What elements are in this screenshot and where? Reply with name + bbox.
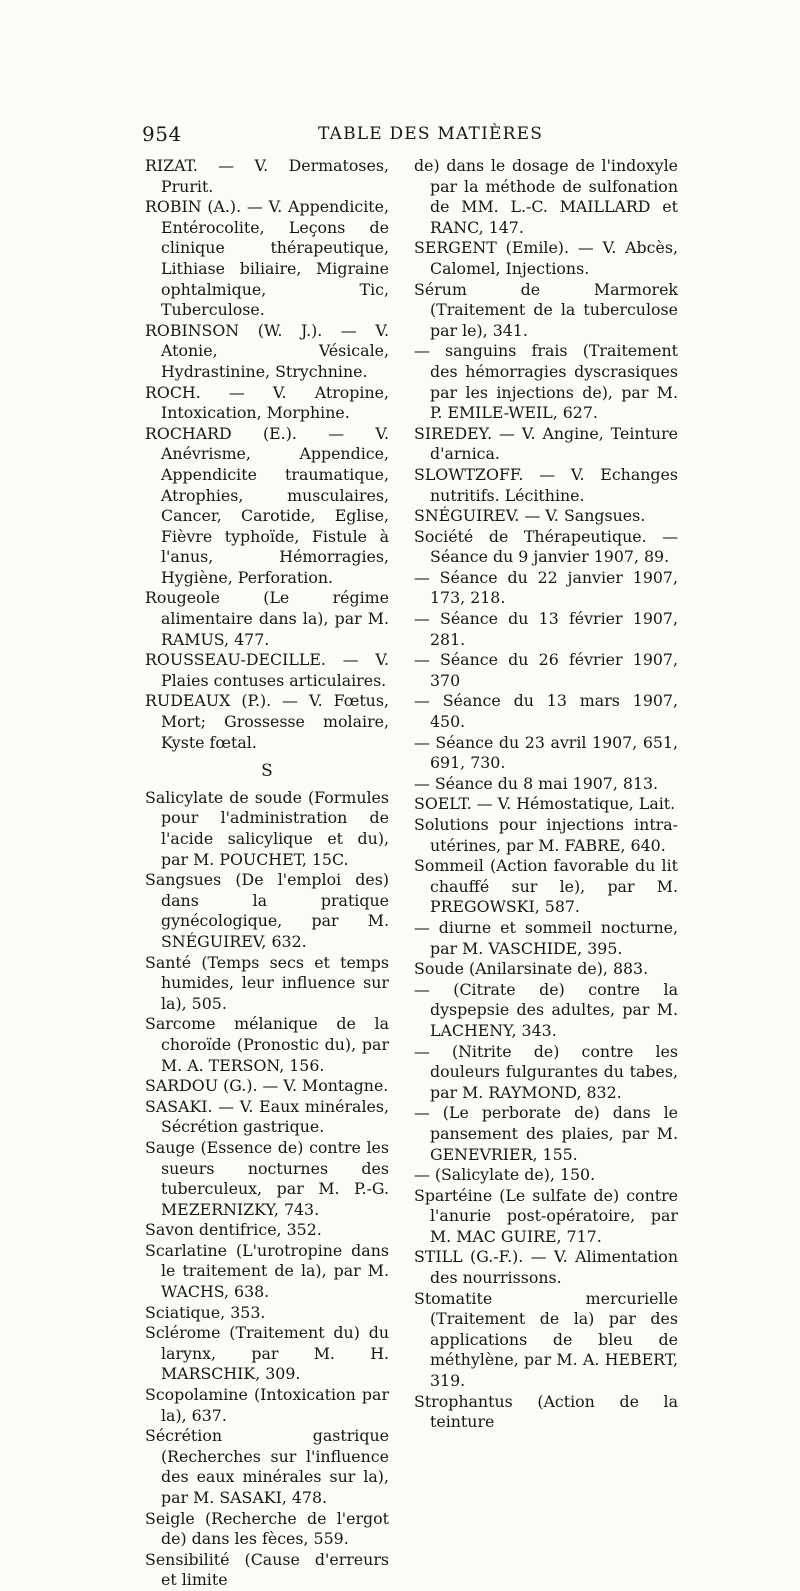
index-entry-text: — Séance du 8 mai 1907, 813. [414,773,659,793]
index-entry [145,1323,389,1385]
index-entry [145,1303,389,1324]
index-entry [145,870,389,952]
index-entry [414,959,678,980]
index-entry-text: — Séance du 23 avril 1907, 651, 691, 730. [414,732,678,773]
index-entry [414,465,678,506]
index-entry-text: Sangsues (De l'emploi des) dans la pratique gynécologique, par M. SNÉGUIREV, 632. [145,870,389,951]
index-entry-text: — (Nitrite de) contre les douleurs fulgurantes du tabes, par M. RAYMOND, 832. [414,1041,678,1102]
index-entry-text: Sarcome mélanique de la choroïde (Pronostic du), par M. A. TERSON, 156. [145,1014,389,1075]
left-entries-before [145,156,389,753]
index-entry-text: SASAKI. — V. Eaux minérales, Sécrétion gastrique. [145,1096,389,1137]
index-entry [414,238,678,279]
index-entry-text: Spartéine (Le sulfate de) contre l'anurie post-opératoire, par M. MAC GUIRE, 717. [414,1185,678,1246]
index-entry [145,1385,389,1426]
index-entry-text: Salicylate de soude (Formules pour l'administration de l'acide salicylique et du), par M. POUCHET, 15C. [145,787,389,869]
index-entry-text: Stomatite mercurielle (Traitement de la) par des applications de bleu de méthylène, par M. A. HEBERT, 319. [414,1288,678,1391]
index-entry-text: Sciatique, 353. [145,1302,266,1322]
running-head: TABLE DES MATIÈRES [318,124,544,144]
index-entry [145,197,389,321]
index-entry-text: SNÉGUIREV. — V. Sangsues. [414,506,646,526]
index-entry [145,321,389,383]
index-entry [414,1165,678,1186]
index-entry [414,691,678,732]
index-entry-text: SLOWTZOFF. — V. Echanges nutritifs. Lécithine. [414,464,678,505]
index-entry [414,733,678,774]
index-entry [145,788,389,870]
index-entry-text: de) dans le dosage de l'indoxyle par la méthode de sulfonation de MM. L.-C. MAILLARD et RANC, 147. [414,156,678,237]
index-entry-text: SOELT. — V. Hémostatique, Lait. [414,794,676,814]
index-entry [414,156,678,238]
index-entry [414,815,678,856]
index-entry [145,953,389,1015]
index-entry [414,506,678,527]
index-entry-text: — (Citrate de) contre la dyspepsie des adultes, par M. LACHENY, 343. [414,979,678,1040]
index-entry-text: — Séance du 13 mars 1907, 450. [414,691,678,732]
index-entry [145,1014,389,1076]
index-entry [145,1550,389,1591]
index-entry [414,774,678,795]
index-entry-text: — sanguins frais (Traitement des hémorragies dyscrasiques par les injections de), par M. P. EMILE-WEIL, 627. [414,341,678,423]
index-entry [414,1103,678,1165]
index-entry [145,1097,389,1138]
index-entry [145,156,389,197]
index-entry [145,650,389,691]
index-entry-text: — Séance du 13 février 1907, 281. [414,609,678,649]
index-entry-text: STILL (G.-F.). — V. Alimentation des nourrissons. [414,1247,678,1288]
index-entry [145,1241,389,1303]
index-entry-text: Sommeil (Action favorable du lit chauffé sur le), par M. PREGOWSKI, 587. [414,856,678,917]
index-entry [414,980,678,1042]
index-entry-text: — (Le perborate de) dans le pansement des plaies, par M. GENEVRIER, 155. [414,1103,678,1164]
index-entry-text: ROUSSEAU-DECILLE. — V. Plaies contuses articulaires. [145,650,389,690]
index-entry [414,341,678,423]
index-entry-text: ROBIN (A.). — V. Appendicite, Entérocolite, Leçons de clinique thérapeutique, Lithiase biliaire, Migraine ophtalmique, Tic, Tuberculose. [145,197,389,320]
index-entry-text: — (Salicylate de), 150. [414,1165,596,1185]
index-entry-text: Sclérome (Traitement du) du larynx, par M. H. MARSCHIK, 309. [145,1323,389,1384]
index-entry-text: ROCH. — V. Atropine, Intoxication, Morphine. [145,382,389,423]
index-entry-text: Rougeole (Le régime alimentaire dans la), par M. RAMUS, 477. [145,588,389,649]
index-entry [414,527,678,568]
index-entry-text: RIZAT. — V. Dermatoses, Prurit. [145,156,389,196]
index-entry-text: RUDEAUX (P.). — V. Fœtus, Mort; Grossesse molaire, Kyste fœtal. [145,691,389,752]
index-entry-text: Sérum de Marmorek (Traitement de la tuberculose par le), 341. [414,279,678,340]
left-column [145,156,389,1591]
index-entry [145,383,389,424]
index-entry [145,691,389,753]
index-entry-text: — diurne et sommeil nocturne, par M. VASCHIDE, 395. [414,917,678,958]
index-entry [414,1042,678,1104]
index-entry-text: Savon dentifrice, 352. [145,1220,322,1240]
index-entry [414,568,678,609]
index-entry [145,1509,389,1550]
index-entry-text: SIREDEY. — V. Angine, Teinture d'arnica. [414,423,678,464]
index-entry-text: Sauge (Essence de) contre les sueurs nocturnes des tuberculeux, par M. P.-G. MEZERNIZKY, 743. [145,1137,389,1219]
index-entry [145,1138,389,1220]
index-entry [145,1220,389,1241]
index-entry [145,1076,389,1097]
index-entry-text: Solutions pour injections intra-utérines, par M. FABRE, 640. [414,815,678,855]
page-number: 954 [142,122,182,146]
index-entry-text: Scarlatine (L'urotropine dans le traitement de la), par M. WACHS, 638. [145,1240,389,1302]
index-entry [414,609,678,650]
index-entry [414,424,678,465]
index-entry-text: Sécrétion gastrique (Recherches sur l'influence des eaux minérales sur la), par M. SASAKI, 478. [145,1426,389,1507]
index-entry-text: Seigle (Recherche de l'ergot de) dans les fèces, 559. [145,1508,389,1549]
index-entry [414,650,678,691]
index-entry-text: ROCHARD (E.). — V. Anévrisme, Appendice, Appendicite traumatique, Atrophies, musculaires, Cancer, Carotide, Eglise, Fièvre typhoïde, Fistule à l'anus, Hémorragies, Hygiène, Perforation. [145,423,389,587]
index-entry [414,794,678,815]
index-entry [414,1247,678,1288]
right-column [414,156,678,1433]
index-entry [414,918,678,959]
index-entry-text: SARDOU (G.). — V. Montagne. [145,1076,389,1096]
left-entries-after [145,788,389,1591]
index-entry [414,280,678,342]
index-entry-text: Strophantus (Action de la teinture [414,1391,678,1432]
index-entry-text: Société de Thérapeutique. — Séance du 9 janvier 1907, 89. [414,526,678,567]
index-entry-text: Scopolamine (Intoxication par la), 637. [145,1385,389,1425]
section-letter: S [261,761,273,782]
index-entry-text: SERGENT (Emile). — V. Abcès, Calomel, Injections. [414,238,678,278]
index-entry-text: — Séance du 22 janvier 1907, 173, 218. [414,567,678,608]
index-entry [145,1426,389,1508]
index-entry-text: Soude (Anilarsinate de), 883. [414,959,649,979]
index-entry [414,856,678,918]
index-entry [145,424,389,589]
index-entry-text: — Séance du 26 février 1907, 370 [414,650,678,690]
right-entries [414,156,678,1433]
index-entry [414,1186,678,1248]
index-entry [414,1289,678,1392]
index-entry-text: Santé (Temps secs et temps humides, leur influence sur la), 505. [145,952,389,1013]
index-entry [145,588,389,650]
index-entry-text: ROBINSON (W. J.). — V. Atonie, Vésicale, Hydrastinine, Strychnine. [145,320,389,381]
index-entry-text: Sensibilité (Cause d'erreurs et limite [145,1549,389,1590]
index-entry [414,1392,678,1433]
